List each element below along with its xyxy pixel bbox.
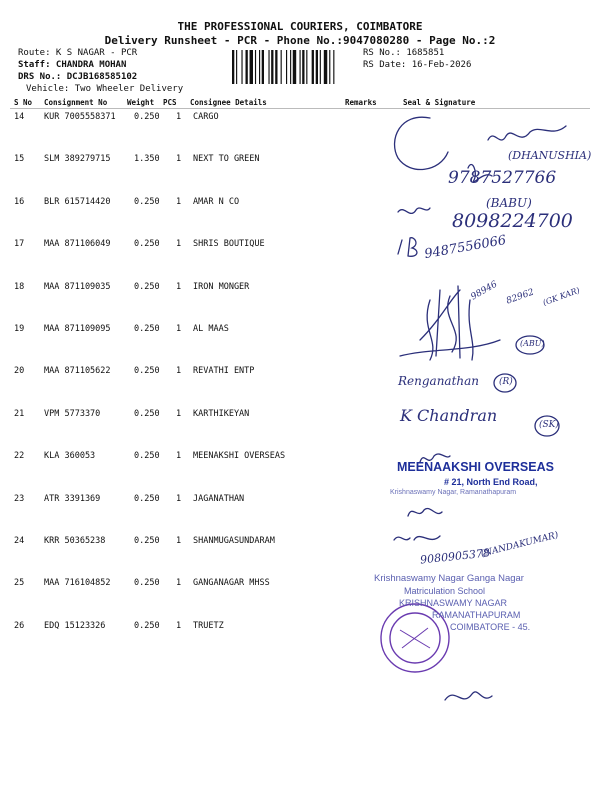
row-sno: 17 — [14, 239, 25, 250]
sig-r18-c: (GK KAR) — [541, 285, 581, 308]
row-pcs: 1 — [176, 493, 182, 504]
vehicle-label: Vehicle: Two Wheeler Delivery — [26, 84, 184, 94]
sig-r21-note: (SK) — [539, 420, 559, 430]
row-weight: 0.250 — [134, 536, 160, 546]
row-consignment: MAA 871106049 — [44, 239, 111, 250]
col-consignee: Consignee Details — [190, 98, 267, 107]
row-consignee: JAGANATHAN — [193, 493, 245, 504]
rs-date-label: RS Date: 16-Feb-2026 — [363, 60, 472, 70]
row-consignee: TRUETZ — [193, 620, 224, 631]
row-consignment: MAA 871109095 — [44, 324, 111, 334]
row-consignee: AMAR N CO — [193, 196, 240, 207]
row-pcs: 1 — [176, 112, 182, 122]
row-pcs: 1 — [176, 536, 182, 546]
row-pcs: 1 — [176, 281, 182, 292]
sig-r20: Renganathan — [398, 374, 480, 388]
row-weight: 0.250 — [134, 451, 160, 462]
row-consignment: BLR 615714420 — [44, 196, 111, 207]
staff-label: Staff: CHANDRA MOHAN — [18, 60, 127, 70]
row-pcs: 1 — [176, 239, 182, 250]
col-weight: Weight — [127, 98, 155, 107]
sig-r24-phone: 9080905378 — [419, 546, 491, 567]
row-sno: 25 — [14, 578, 25, 589]
row-pcs: 1 — [176, 324, 182, 334]
row-consignment: VPM 5773370 — [44, 408, 101, 419]
row-weight: 0.250 — [134, 239, 160, 250]
row-sno: 26 — [14, 620, 25, 631]
sig-r17-phone: 9487556066 — [423, 232, 508, 263]
company-title: THE PROFESSIONAL COURIERS, COIMBATORE — [177, 20, 423, 33]
school-stamp-line2: Matriculation School — [404, 586, 486, 596]
row-weight: 1.350 — [134, 154, 160, 165]
row-consignee: GANGANAGAR MHSS — [193, 578, 270, 589]
row-sno: 21 — [14, 408, 25, 419]
sig-r16-name: (BABU) — [486, 196, 532, 210]
row-pcs: 1 — [176, 154, 182, 165]
row-pcs: 1 — [176, 196, 182, 207]
sig-r18-b: 82962 — [505, 287, 536, 307]
row-consignment: SLM 389279715 — [44, 154, 111, 165]
row-weight: 0.250 — [134, 620, 160, 631]
sig-r15-phone: 9787527766 — [448, 168, 557, 188]
row-sno: 16 — [14, 196, 25, 207]
row-sno: 14 — [14, 112, 25, 122]
row-weight: 0.250 — [134, 578, 160, 589]
row-sno: 20 — [14, 366, 25, 377]
school-stamp-line3: KRISHNASWAMY NAGAR — [399, 598, 508, 608]
school-stamp-line4: RAMANATHAPURAM — [432, 610, 521, 620]
row-weight: 0.250 — [134, 493, 160, 504]
row-consignee: SHANMUGASUNDARAM — [193, 536, 275, 546]
row-weight: 0.250 — [134, 196, 160, 207]
row-consignment: EDQ 15123326 — [44, 620, 106, 631]
row-weight: 0.250 — [134, 366, 160, 377]
row-consignment: ATR 3391369 — [44, 493, 101, 504]
row-sno: 15 — [14, 154, 25, 165]
meenakshi-stamp-name: MEENAAKSHI OVERSEAS — [397, 460, 554, 474]
row-consignee: IRON MONGER — [193, 281, 250, 292]
row-pcs: 1 — [176, 408, 182, 419]
row-consignment: KUR 7005558371 — [44, 112, 116, 122]
school-stamp-line5: COIMBATORE - 45. — [450, 622, 531, 632]
col-sno: S No — [14, 98, 33, 107]
row-pcs: 1 — [176, 366, 182, 377]
sig-r24-name: (NANDAKUMAR) — [479, 530, 560, 560]
col-seal-signature: Seal & Signature — [403, 98, 476, 107]
school-stamp-line1: Krishnaswamy Nagar Ganga Nagar — [374, 573, 524, 584]
meenakshi-stamp-address2: Krishnaswamy Nagar, Ramanathapuram — [390, 489, 517, 496]
row-consignment: MAA 716104852 — [44, 578, 111, 589]
meenakshi-stamp-address: # 21, North End Road, — [444, 477, 538, 487]
rs-no-label: RS No.: 1685851 — [363, 48, 445, 58]
row-consignment: MAA 871105622 — [44, 366, 111, 377]
sig-r20-note: (R) — [499, 377, 513, 387]
row-consignee: CARGO — [193, 112, 219, 122]
row-pcs: 1 — [176, 578, 182, 589]
row-weight: 0.250 — [134, 281, 160, 292]
row-weight: 0.250 — [134, 112, 160, 122]
col-consignment: Consignment No — [44, 98, 108, 107]
row-pcs: 1 — [176, 620, 182, 631]
row-sno: 18 — [14, 281, 25, 292]
row-sno: 22 — [14, 451, 25, 462]
drs-label: DRS No.: DCJB168585102 — [18, 72, 138, 82]
row-consignee: SHRIS BOUTIQUE — [193, 239, 265, 250]
row-pcs: 1 — [176, 451, 182, 462]
route-label: Route: K S NAGAR - PCR — [18, 48, 138, 58]
row-weight: 0.250 — [134, 324, 160, 334]
row-sno: 24 — [14, 536, 25, 546]
sig-r15-name: (DHANUSHIA) — [508, 149, 592, 162]
col-pcs: PCS — [163, 98, 177, 107]
row-consignment: KLA 360053 — [44, 451, 96, 462]
row-consignee: AL MAAS — [193, 324, 229, 334]
row-consignment: KRR 50365238 — [44, 536, 106, 546]
row-weight: 0.250 — [134, 408, 160, 419]
row-consignee: MEENAKSHI OVERSEAS — [193, 451, 286, 462]
sig-r16-phone: 8098224700 — [452, 210, 573, 232]
runsheet-subtitle: Delivery Runsheet - PCR - Phone No.:9047080280 - Page No.:2 — [104, 34, 496, 47]
row-consignee: REVATHI ENTP — [193, 366, 255, 377]
row-consignee: NEXT TO GREEN — [193, 154, 260, 165]
sig-r21: K Chandran — [400, 406, 498, 425]
row-sno: 23 — [14, 493, 25, 504]
row-sno: 19 — [14, 324, 25, 334]
sig-r18-a: 98946 — [469, 279, 500, 303]
row-consignee: KARTHIKEYAN — [193, 408, 250, 419]
col-remarks: Remarks — [345, 98, 377, 107]
sig-r19-note: (ABU) — [520, 339, 545, 348]
row-consignment: MAA 871109035 — [44, 281, 111, 292]
